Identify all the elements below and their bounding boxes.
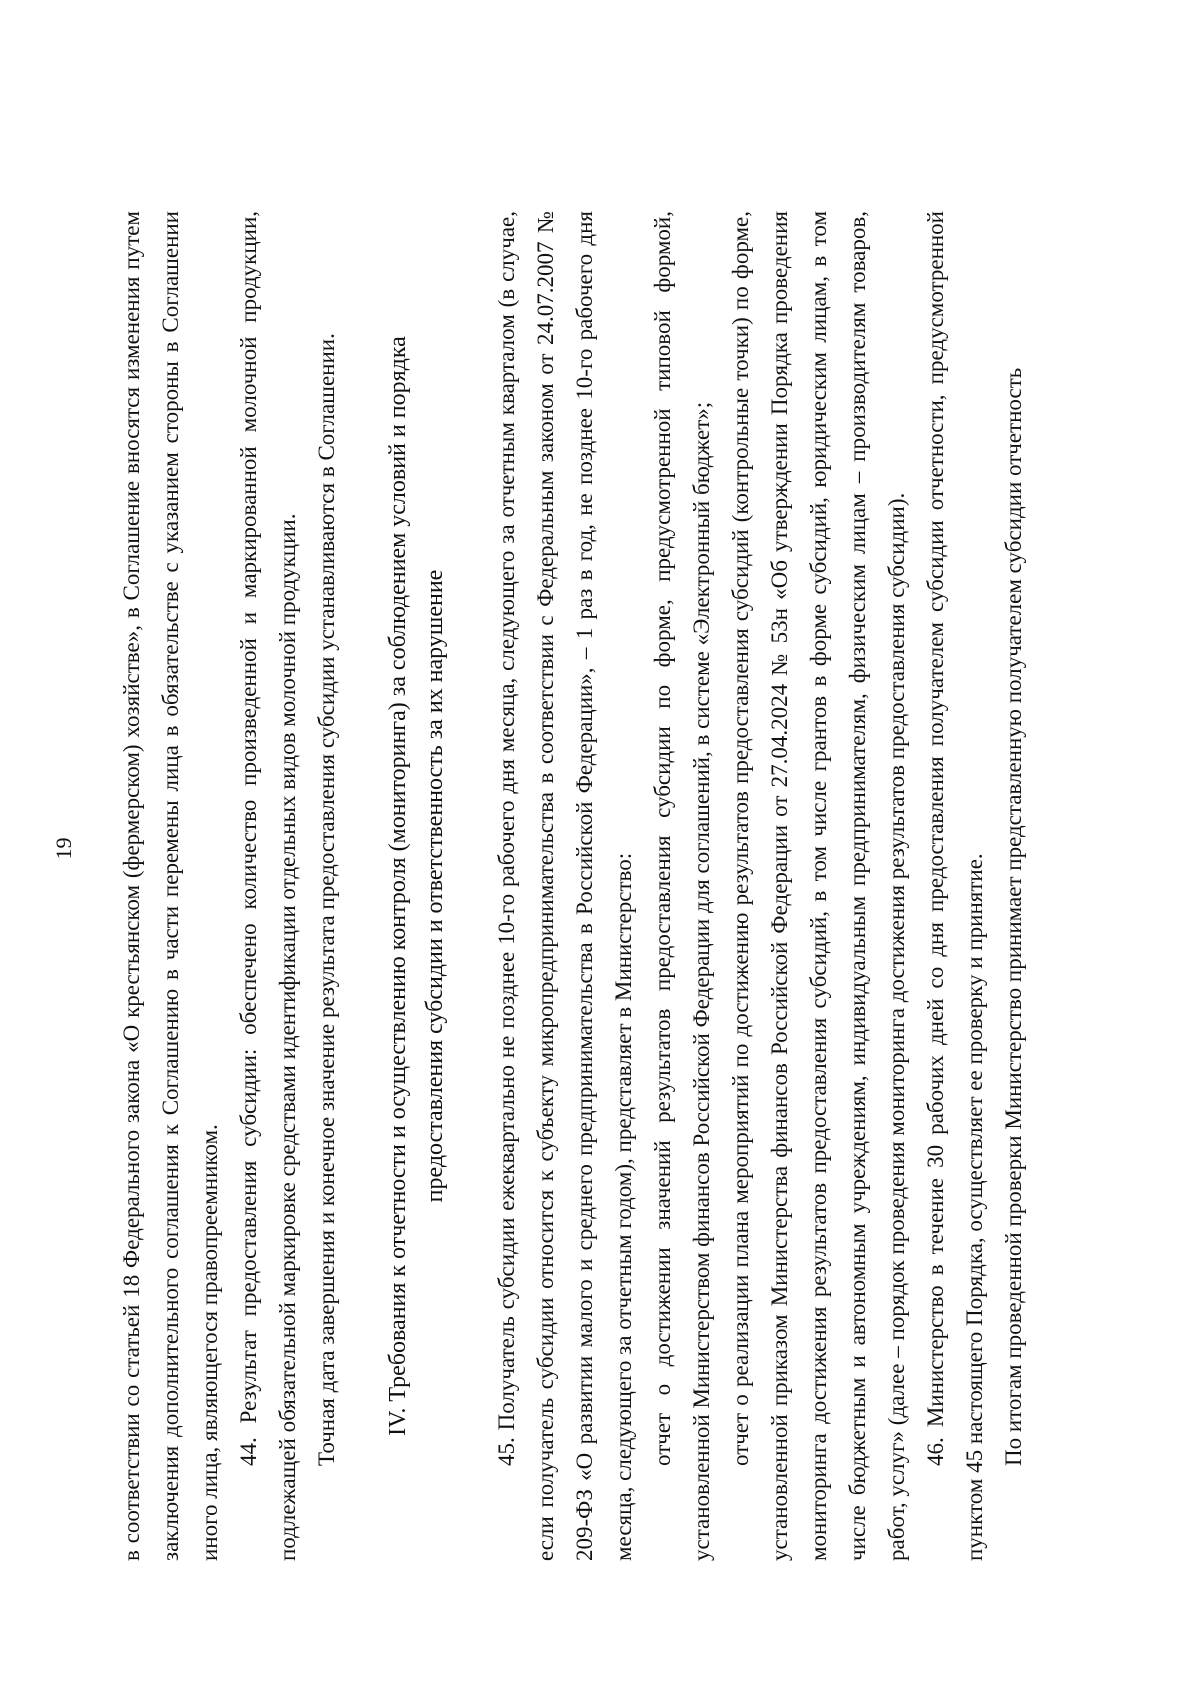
- paragraph-46: 46. Министерство в течение 30 рабочих дней со дня предоставления получателем субсидии отчетности, предусмотренной пунктом 45 настоящего Порядка, осуществляет ее проверку и принятие.: [923, 211, 987, 1561]
- paragraph-44: 44. Результат предоставления субсидии: обеспечено количество произведенной и маркированной молочной продукции, подлежащей обязательной маркировке средствами идентификации отдельных видов молочной продукции.: [236, 211, 300, 1561]
- page-number: 19: [51, 837, 76, 860]
- paragraph-continuation: в соответствии со статьей 18 Федерального закона «О крестьянском (фермерском) хозяйстве», в Соглашение вносятся изменения путем заключения дополнительного соглашения к Соглашению в части перемены лица в обязательстве с указанием стороны в Соглашении иного лица, являющегося правопреемником.: [119, 211, 222, 1561]
- paragraph-45: 45. Получатель субсидии ежеквартально не позднее 10-го рабочего дня месяца, следующего за отчетным кварталом (в случае, если получатель субсидии относится к субъекту микропредпринимательства в соответствии с Федеральным законом от 24.07.2007 № 209-ФЗ «О развитии малого и среднего предпринимательства в Российской Федерации», – 1 раз в год, не позднее 10-го рабочего дня месяца, следующего за отчетным годом), представляет в Министерство:: [494, 211, 636, 1561]
- section-heading-line-2: предоставления субсидии и ответственность за их нарушение: [422, 569, 448, 1203]
- paragraph-report-plan: отчет о реализации плана мероприятий по достижению результатов предоставления субсидий (контрольные точки) по форме, установленной приказом Министерства финансов Российской Федерации от 27.04.2024 № 53н «Об утверждении Порядка проведения мониторинга достижения результатов предоставления субсидий, в том числе грантов в форме субсидий, юридическим лицам, в том числе бюджетным и автономным учреждениям, индивидуальным предпринимателям, физическим лицам – производителям товаров, работ, услуг» (далее – порядок проведения мониторинга достижения результатов предоставления субсидии).: [728, 211, 909, 1561]
- paragraph-completion-date: Точная дата завершения и конечное значение результата предоставления субсидии устанавливаются в Соглашении.: [314, 333, 339, 1466]
- paragraph-report-results: отчет о достижении значений результатов предоставления субсидии по форме, предусмотренной типовой формой, установленной Министерством финансов Российской Федерации для соглашений, в системе «Электронный бюджет»;: [650, 211, 714, 1561]
- document-body: [112, 211, 1033, 1561]
- section-heading-line-1: IV. Требования к отчетности и осуществлению контроля (мониторинга) за соблюдением условий и порядка: [385, 336, 411, 1436]
- section-heading: [380, 211, 454, 1561]
- paragraph-verification: По итогам проведенной проверки Министерство принимает представленную получателем субсидии отчетность: [1001, 367, 1026, 1466]
